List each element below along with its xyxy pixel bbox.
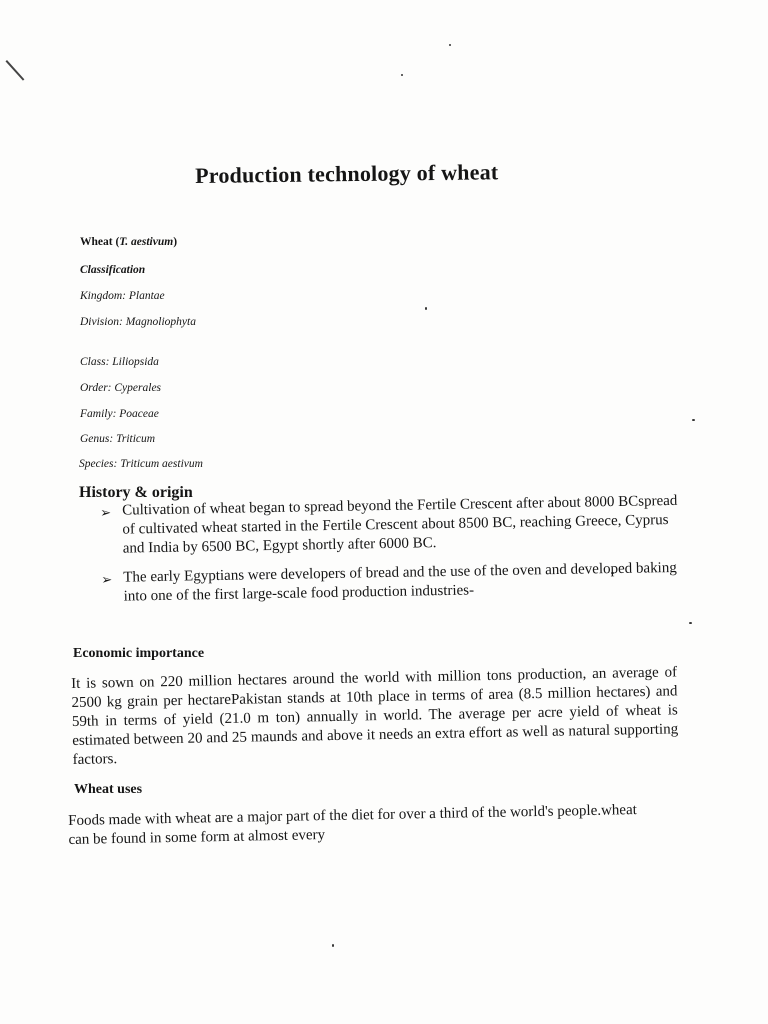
classification-row-division bbox=[80, 316, 196, 328]
list-item bbox=[100, 492, 681, 559]
economic-paragraph: It is sown on 220 million hectares around the world with million tons production, an average of 2500 kg grain per hectarePakistan stands at 10th place in terms of area (8.5 million hectares) and 59th in terms of yield (21.0 m ton) annually in world. The average per acre yield of wheat is estimated between 20 and 25 maunds and above it needs an extra effort as well as natural supporting factors. bbox=[71, 664, 679, 768]
history-bullet-list bbox=[100, 492, 682, 617]
row-value: Cyperales bbox=[114, 382, 162, 394]
scan-speck bbox=[689, 622, 692, 624]
row-label: Species: bbox=[79, 458, 121, 470]
row-value: Poaceae bbox=[119, 408, 159, 420]
row-value: Triticum aestivum bbox=[120, 458, 203, 470]
row-label: Division: bbox=[80, 316, 126, 328]
classification-row-species bbox=[79, 458, 203, 470]
species-heading bbox=[80, 236, 177, 248]
economic-heading: Economic importance bbox=[73, 646, 205, 661]
scan-speck bbox=[425, 307, 427, 310]
scan-speck bbox=[449, 44, 451, 46]
history-heading: History & origin bbox=[79, 484, 193, 501]
row-value: Liliopsida bbox=[112, 356, 159, 368]
scan-mark bbox=[6, 60, 25, 80]
page-title: Production technology of wheat bbox=[195, 159, 499, 188]
list-item bbox=[101, 559, 682, 607]
classification-row-order bbox=[80, 382, 161, 394]
scan-speck bbox=[332, 944, 334, 947]
classification-row-family bbox=[80, 408, 159, 420]
species-heading-name: T. aestivum bbox=[119, 236, 174, 248]
scan-speck bbox=[692, 419, 695, 421]
scan-speck bbox=[401, 74, 403, 76]
uses-heading: Wheat uses bbox=[74, 782, 143, 797]
row-label: Genus: bbox=[80, 433, 117, 445]
row-label: Kingdom: bbox=[80, 290, 129, 302]
classification-row-kingdom bbox=[80, 290, 165, 302]
classification-row-class bbox=[80, 356, 159, 368]
species-heading-prefix: Wheat ( bbox=[80, 236, 120, 248]
classification-heading: Classification bbox=[80, 264, 146, 276]
arrow-bullet-icon: ➢ bbox=[100, 504, 112, 520]
species-heading-suffix: ) bbox=[173, 236, 178, 248]
list-item-text: Cultivation of wheat began to spread beyond the Fertile Crescent after about 8000 BCspread of cultivated wheat started in the Fertile Crescent about 8500 BC, reaching Greece, Cyprus and India by 6500 BC, Egypt shortly after 6000 BC. bbox=[122, 492, 678, 557]
row-label: Family: bbox=[80, 408, 120, 420]
uses-paragraph: Foods made with wheat are a major part of the diet for over a third of the world's people.wheat can be found in some form at almost every bbox=[68, 802, 638, 848]
row-label: Class: bbox=[80, 356, 113, 368]
row-value: Magnoliophyta bbox=[125, 316, 196, 328]
arrow-bullet-icon: ➢ bbox=[101, 571, 113, 587]
row-value: Triticum bbox=[116, 433, 156, 445]
list-item-text: The early Egyptians were developers of bread and the use of the oven and developed baking into one of the first large-scale food production industries- bbox=[123, 559, 677, 605]
classification-row-genus bbox=[80, 433, 155, 445]
row-value: Plantae bbox=[128, 290, 165, 302]
row-label: Order: bbox=[80, 382, 115, 394]
